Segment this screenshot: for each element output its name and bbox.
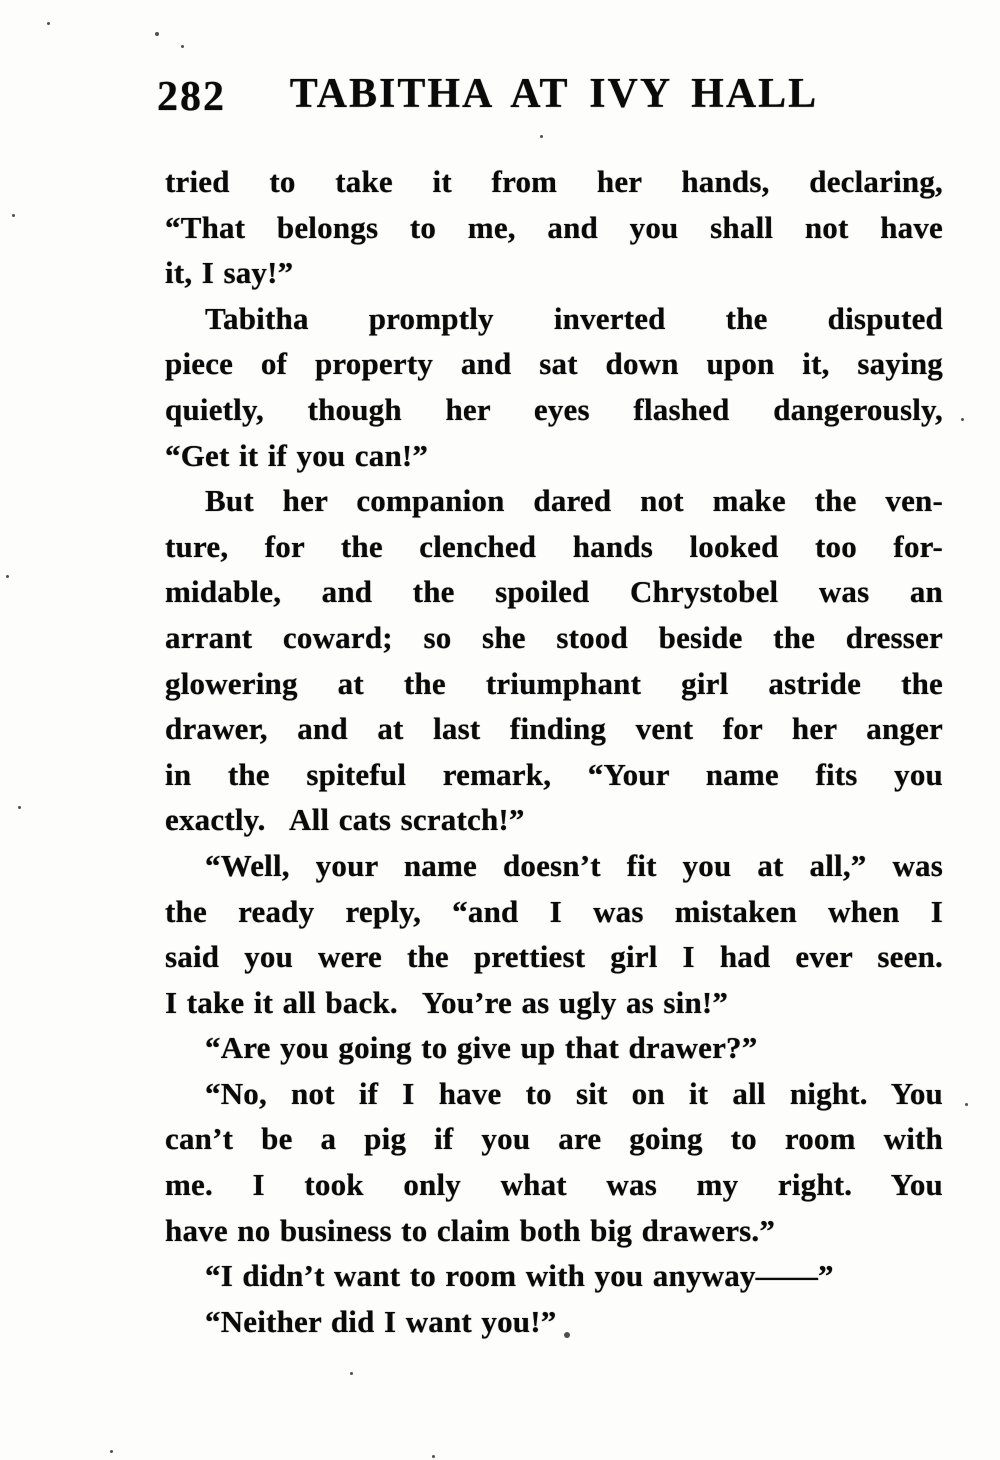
text-line: glowering at the triumphant girl astride the [165, 665, 943, 701]
text-line: me. I took only what was my right. You [165, 1167, 943, 1203]
text-line: “Are you going to give up that drawer?” [205, 1030, 758, 1066]
page-number: 282 [157, 74, 226, 120]
text-line: I take it all back. You’re as ugly as sin!” [165, 984, 729, 1020]
text-line: the ready reply, “and I was mistaken when I [165, 893, 943, 929]
text-line: quietly, though her eyes flashed dangerously, [165, 391, 943, 427]
text-line: “I didn’t want to room with you anyway——” [205, 1258, 834, 1294]
text-line: “Well, your name doesn’t fit you at all,” was [205, 847, 943, 883]
scan-speck [564, 1332, 570, 1338]
text-line: can’t be a pig if you are going to room with [165, 1121, 943, 1157]
scan-speck [432, 1455, 435, 1458]
text-line: in the spiteful remark, “Your name fits you [165, 756, 943, 792]
scan-speck [181, 45, 184, 48]
scan-speck [12, 214, 15, 217]
text-line: midable, and the spoiled Chrystobel was an [165, 574, 943, 610]
text-line: But her companion dared not make the ven- [205, 483, 943, 519]
scan-speck [47, 22, 50, 25]
text-line: have no business to claim both big drawers.” [165, 1212, 776, 1248]
text-line: “No, not if I have to sit on it all night. You [205, 1075, 943, 1111]
text-line: Tabitha promptly inverted the disputed [205, 300, 943, 336]
text-line: arrant coward; so she stood beside the dresser [165, 619, 943, 655]
scan-speck [110, 1450, 113, 1453]
text-line: exactly. All cats scratch!” [165, 802, 525, 838]
text-line: it, I say!” [165, 255, 294, 291]
scan-speck [961, 418, 964, 421]
text-line: “Neither did I want you!” [205, 1303, 557, 1339]
text-line: piece of property and sat down upon it, saying [165, 346, 943, 382]
text-line: “That belongs to me, and you shall not have [165, 209, 943, 245]
scan-speck [155, 32, 159, 36]
scan-speck [350, 1372, 353, 1375]
scan-speck [6, 575, 9, 578]
text-line: drawer, and at last finding vent for her anger [165, 711, 943, 747]
scan-speck [965, 1103, 968, 1106]
text-line: “Get it if you can!” [165, 437, 429, 473]
page-header [157, 70, 943, 122]
text-block [165, 159, 943, 1344]
scan-speck [540, 135, 543, 138]
text-line: tried to take it from her hands, declaring, [165, 164, 943, 199]
text-line: said you were the prettiest girl I had ever seen. [165, 939, 943, 975]
running-title: TABITHA AT IVY HALL [289, 71, 819, 117]
text-line: ture, for the clenched hands looked too for- [165, 528, 943, 564]
scan-speck [18, 806, 21, 809]
